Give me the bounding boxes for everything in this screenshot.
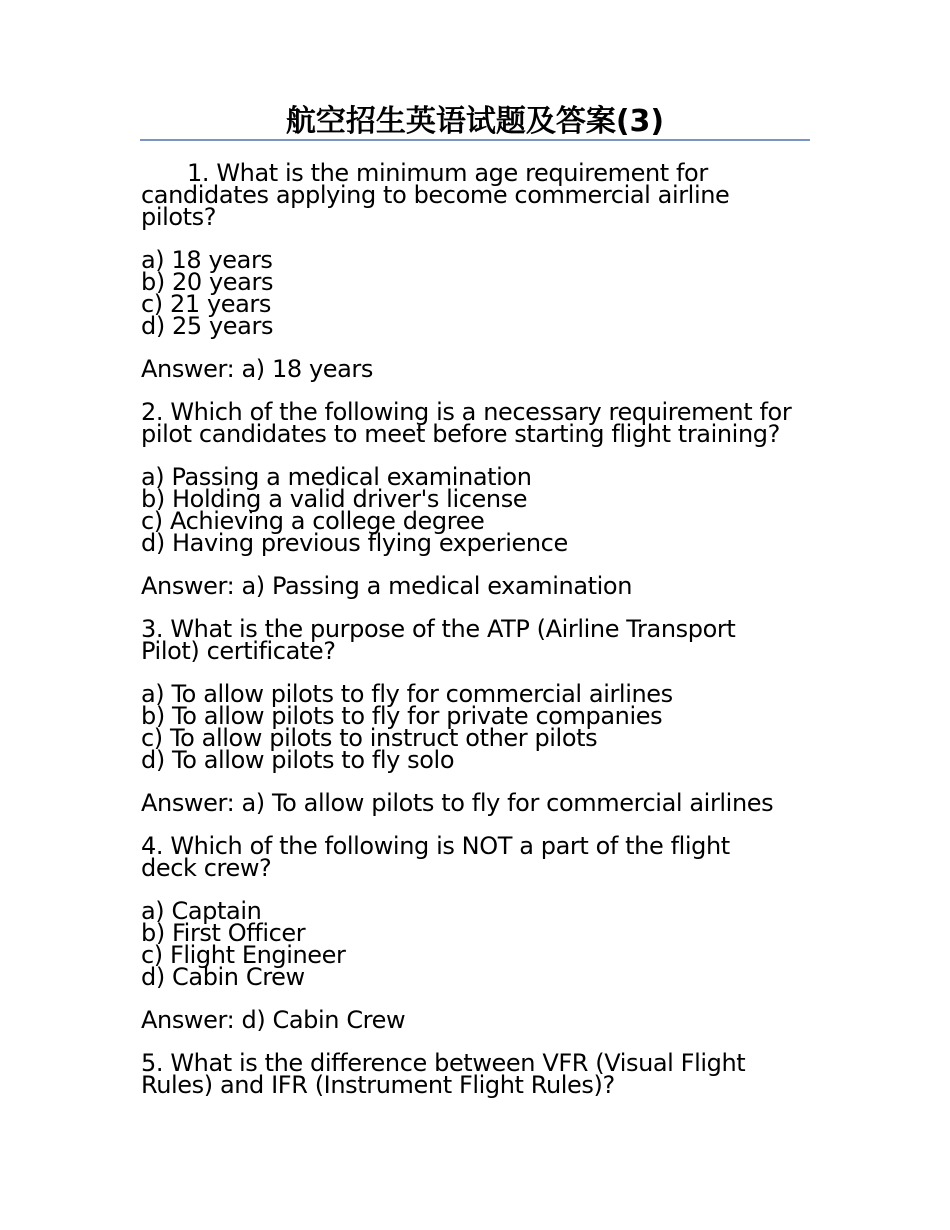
- title-block: [140, 100, 810, 142]
- question-text: pilot candidates to meet before starting flight training?: [141, 420, 780, 448]
- option-c: c) Achieving a college degree: [141, 507, 485, 535]
- page-title: 航空招生英语试题及答案(3): [285, 104, 665, 139]
- question-block: [141, 398, 811, 618]
- option-b: b) 20 years: [141, 268, 274, 296]
- option-a: a) 18 years: [141, 246, 273, 274]
- option-a: a) Captain: [141, 897, 262, 925]
- document-body: [141, 159, 811, 1099]
- option-d: d) Having previous flying experience: [141, 529, 568, 557]
- answer-text: Answer: a) To allow pilots to fly for commercial airlines: [141, 789, 774, 817]
- question-text: 3. What is the purpose of the ATP (Airline Transport: [141, 615, 736, 643]
- question-text: 2. Which of the following is a necessary requirement for: [141, 398, 792, 426]
- question-text: candidates applying to become commercial airline: [141, 181, 730, 209]
- question-text: 4. Which of the following is NOT a part of the flight: [141, 832, 730, 860]
- option-c: c) 21 years: [141, 290, 272, 318]
- answer-text: Answer: d) Cabin Crew: [141, 1006, 406, 1034]
- option-b: b) First Officer: [141, 919, 306, 947]
- question-text: Pilot) certificate?: [141, 637, 336, 665]
- option-c: c) To allow pilots to instruct other pilots: [141, 724, 598, 752]
- question-block: [141, 1049, 811, 1099]
- question-block: [141, 159, 811, 401]
- option-d: d) 25 years: [141, 312, 274, 340]
- question-text: 5. What is the difference between VFR (Visual Flight: [141, 1049, 746, 1077]
- question-text: Rules) and IFR (Instrument Flight Rules)?: [141, 1071, 615, 1099]
- title-underline: [140, 139, 810, 141]
- question-block: [141, 832, 811, 1052]
- option-b: b) Holding a valid driver's license: [141, 485, 528, 513]
- option-a: a) To allow pilots to fly for commercial airlines: [141, 680, 673, 708]
- question-text: pilots?: [141, 203, 217, 231]
- option-d: d) To allow pilots to fly solo: [141, 746, 455, 774]
- question-block: [141, 615, 811, 835]
- option-a: a) Passing a medical examination: [141, 463, 532, 491]
- option-d: d) Cabin Crew: [141, 963, 305, 991]
- option-b: b) To allow pilots to fly for private companies: [141, 702, 663, 730]
- answer-text: Answer: a) Passing a medical examination: [141, 572, 633, 600]
- question-text: 1. What is the minimum age requirement for: [187, 159, 708, 187]
- question-text: deck crew?: [141, 854, 272, 882]
- answer-text: Answer: a) 18 years: [141, 355, 374, 383]
- option-c: c) Flight Engineer: [141, 941, 346, 969]
